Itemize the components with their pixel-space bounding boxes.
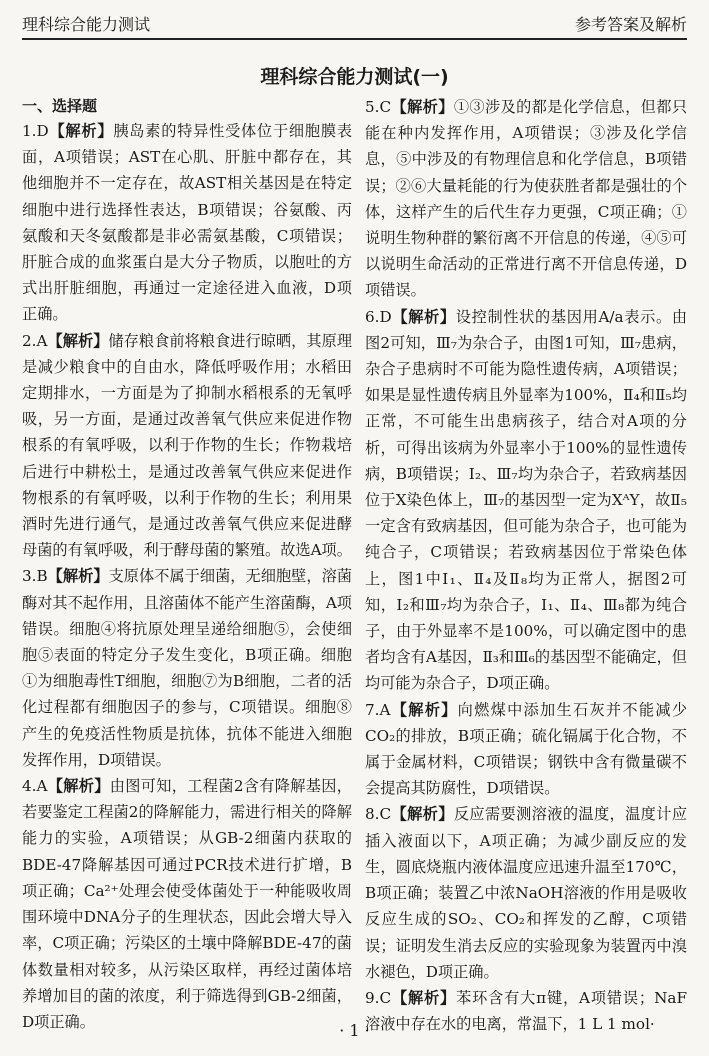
answer-item: 2.A【解析】储存粮食前将粮食进行晾晒，其原理是减少粮食中的自由水，降低呼吸作用；水稻田定期排水，一方面是为了抑制水稻根系的无氧呼吸，另一方面，是通过改善氧气供应来促进作物根系的有氧呼吸，以利于作物的生长；作物栽培后进行中耕松土，是通过改善氧气供应来促进作物根系的有氧呼吸，以利于作物的生长；利用果酒时先进行通气，是通过改善氧气供应来促进酵母菌的有氧呼吸，利于酵母菌的繁殖。故选A项。	[22, 331, 353, 560]
right-column	[365, 94, 687, 1037]
page-number: · 1 ·	[339, 1021, 370, 1040]
section-heading: 一、选择题	[22, 97, 98, 115]
left-column	[22, 94, 352, 1035]
header-left-title: 理科综合能力测试	[22, 15, 151, 34]
answer-item: 6.D【解析】设控制性状的基因用A/a表示。由图2可知，Ⅲ₇为杂合子，由图1可知，Ⅲ₇患病，杂合子患病时不可能为隐性遗传病，A项错误；如果是显性遗传病且外显率为100%，Ⅱ₄和Ⅱ₅均正常，不可能生出患病孩子，结合对A项的分析，可得出该病为外显率小于100%的显性遗传病，B项错误；Ⅰ₂、Ⅲ₇均为杂合子，若致病基因位于X染色体上，Ⅲ₇的基因型一定为XᴬY，故Ⅱ₅一定含有致病基因，但可能为杂合子，也可能为纯合子，C项错误；若致病基因位于常染色体上，图1中Ⅰ₁、Ⅱ₄及Ⅱ₈均为正常人，据图2可知，Ⅰ₂和Ⅲ₇均为杂合子，Ⅰ₁、Ⅱ₄、Ⅲ₈都为纯合子，由于外显率不是100%，可以确定图中的患者均含有A基因，Ⅱ₃和Ⅲ₆的基因型不能确定，但均可能为杂合子，D项正确。	[365, 307, 688, 693]
answer-item: 3.B【解析】支原体不属于细菌，无细胞壁，溶菌酶对其不起作用，且溶菌体不能产生溶菌酶，A项错误。细胞④将抗原处理呈递给细胞⑤，会使细胞⑤表面的特定分子发生变化，B项正确。细胞①为细胞毒性T细胞，细胞⑦为B细胞，二者的活化过程都有细胞因子的参与，C项错误。细胞⑧产生的免疫活性物质是抗体，抗体不能进入细胞发挥作用，D项错误。	[22, 567, 353, 769]
answer-item: 8.C【解析】反应需要测溶液的温度，温度计应插入液面以下，A项正确；为减少副反应的发生，圆底烧瓶内液体温度应迅速升温至170℃，B项正确；装置乙中浓NaOH溶液的作用是吸收反应生成的SO₂、CO₂和挥发的乙醇，C项错误；证明发生消去反应的实验现象为装置丙中溴水褪色，D项正确。	[365, 805, 688, 981]
document-title: 理科综合能力测试(一)	[260, 66, 449, 88]
answer-item: 7.A【解析】向燃煤中添加生石灰并不能减少CO₂的排放，B项正确；硫化镉属于化合物，不属于金属材料，C项错误；钢铁中含有微量碳不会提高其防腐性，D项错误。	[365, 700, 688, 798]
answer-item: 4.A【解析】由图可知，工程菌2含有降解基因，若要鉴定工程菌2的降解能力，需进行相关的降解能力的实验，A项错误；从GB-2细菌内获取的BDE-47降解基因可通过PCR技术进行扩增，B项正确；Ca²⁺处理会使受体菌处于一种能吸收周围环境中DNA分子的生理状态，因此会增大导入率，C项正确；污染区的土壤中降解BDE-47的菌体数量相对较多，从污染区取样，再经过菌体培养增加目的菌的浓度，利于筛选得到GB-2细菌，D项正确。	[22, 777, 352, 1031]
answer-item: 5.C【解析】①③涉及的都是化学信息，但都只能在种内发挥作用，A项错误；③涉及化学信息，⑤中涉及的有物理信息和化学信息，B项错误；②⑥大量耗能的行为使获胜者都是强壮的个体，这样产生的后代生存力更强，C项正确；①说明生物种群的繁衍离不开信息的传递，④⑤可以说明生命活动的正常进行离不开信息传递，D项错误。	[365, 98, 688, 300]
answer-item: 9.C【解析】苯环含有大π键，A项错误；NaF溶液中存在水的电离，常温下，1 L 1 mol·	[365, 988, 687, 1034]
header-right-title: 参考答案及解析	[574, 15, 687, 34]
page-header	[22, 10, 687, 40]
answer-item: 1.D【解析】胰岛素的特异性受体位于细胞膜表面，A项错误；AST在心肌、肝脏中都存在，其他细胞并不一定存在，故AST相关基因是在特定细胞中进行选择性表达，B项错误；谷氨酸、丙氨酸和天冬氨酸都是非必需氨基酸，C项错误；肝脏合成的血浆蛋白是大分子物质，以胞吐的方式出肝脏细胞，再通过一定途径进入血液，D项正确。	[22, 122, 353, 324]
